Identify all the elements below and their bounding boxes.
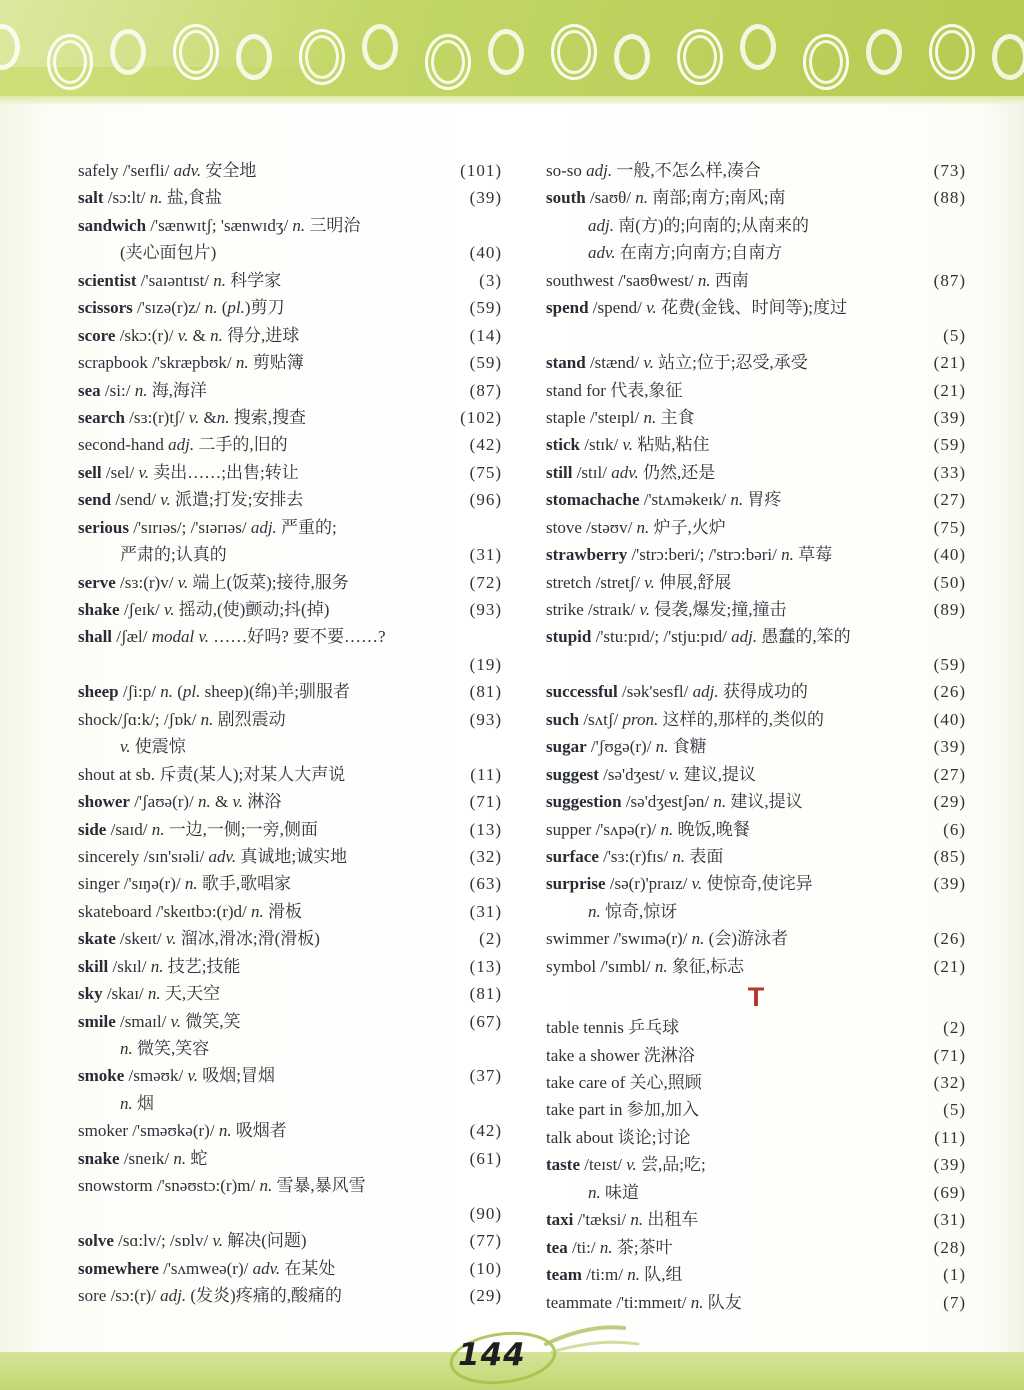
entry-text: stick /stɪk/ v. 粘贴,粘住 (546, 435, 710, 455)
entry-line (546, 898, 966, 925)
page-ref: (21) (933, 380, 966, 400)
page-ref: (40) (933, 709, 966, 729)
entry-text: n. 烟 (120, 1093, 154, 1113)
page-ref: (39) (933, 874, 966, 894)
page-ref: (90) (469, 1203, 502, 1223)
entry-text: adv. 在南方;向南方;自南方 (588, 243, 783, 263)
page-ref: (29) (469, 1285, 502, 1305)
entry-line (546, 788, 966, 815)
entry-line (546, 1261, 966, 1288)
entry-line (546, 1069, 966, 1096)
entry-text: shock/ʃɑ:k/; /ʃɒk/ n. 剧烈震动 (78, 709, 286, 729)
entry-text: second-hand adj. 二手的,旧的 (78, 435, 288, 455)
entry-text: sore /sɔ:(r)/ adj. (发炎)疼痛的,酸痛的 (78, 1285, 342, 1305)
entry-text: side /saɪd/ n. 一边,一侧;一旁,侧面 (78, 819, 318, 839)
page-ref: (81) (469, 984, 502, 1004)
entry-text: n. 味道 (588, 1182, 639, 1202)
page-ref: (63) (469, 874, 502, 894)
entry-line (546, 1124, 966, 1151)
circle-ornament (740, 24, 776, 70)
page-ref: (19) (469, 654, 502, 674)
entry-text: smoker /'sməʊkə(r)/ n. 吸烟者 (78, 1121, 287, 1141)
circle-ornament (929, 24, 975, 80)
page-ref: (33) (933, 462, 966, 482)
circle-ornament (173, 24, 219, 80)
entry-line (546, 239, 966, 266)
entry-line (78, 870, 502, 897)
entry-text: stand /stænd/ v. 站立;位于;忍受,承受 (546, 353, 808, 373)
entry-text: table tennis 乒乓球 (546, 1018, 680, 1038)
entry-text: take care of 关心,照顾 (546, 1073, 702, 1092)
page-ref: (89) (933, 600, 966, 619)
entry-text: skateboard /'skeɪtbɔ:(r)d/ n. 滑板 (78, 901, 303, 921)
entry-line (546, 294, 966, 321)
entry-text: so-so adj. 一般,不怎么样,凑合 (546, 161, 761, 180)
entry-text: strike /straɪk/ v. 侵袭,爆发;撞,撞击 (546, 600, 787, 619)
section-letter: T (747, 982, 765, 1013)
page-ref: (32) (933, 1073, 966, 1092)
entry-line (546, 678, 966, 705)
entry-text: salt /sɔ:lt/ n. 盐,食盐 (78, 188, 223, 208)
page-ref: (67) (469, 1011, 502, 1031)
entry-line (78, 596, 502, 623)
entry-line (546, 1289, 966, 1316)
entry-text: take part in 参加,加入 (546, 1100, 699, 1120)
page-ref: (3) (479, 270, 502, 290)
entry-line (78, 651, 502, 678)
page-ref: (5) (943, 325, 966, 345)
entry-text: skate /skeɪt/ v. 溜冰,滑冰;滑(滑板) (78, 929, 320, 949)
entry-line (546, 514, 966, 541)
circle-ornament (236, 34, 272, 80)
page-ref: (27) (933, 490, 966, 510)
entry-text: (夹心面包片) (120, 243, 217, 263)
entry-line (78, 733, 502, 760)
entry-line (78, 514, 502, 541)
entry-text: send /send/ v. 派遣;打发;安排去 (78, 490, 304, 510)
entry-text: tea /ti:/ n. 茶;茶叶 (546, 1237, 673, 1257)
entry-line (78, 212, 502, 239)
entry-text: sell /sel/ v. 卖出……;出售;转让 (78, 462, 299, 482)
page-ref: (2) (943, 1018, 966, 1038)
entry-line (546, 349, 966, 376)
entry-line (546, 1179, 966, 1206)
glossary-content (78, 157, 966, 1316)
page-ref: (59) (469, 298, 502, 318)
entry-text: swimmer /'swɪmə(r)/ n. (会)游泳者 (546, 929, 788, 949)
page-ref: (59) (933, 435, 966, 455)
entry-text: successful /sək'sesfl/ adj. 获得成功的 (546, 682, 808, 702)
glossary-column-right (546, 157, 966, 1316)
entry-text: teammate /'ti:mmeɪt/ n. 队友 (546, 1292, 742, 1312)
entry-line (546, 733, 966, 760)
entry-text: score /skɔ:(r)/ v. & n. 得分,进球 (78, 325, 300, 345)
entry-line (78, 816, 502, 843)
entry-line (546, 404, 966, 431)
circle-ornament (866, 29, 902, 75)
entry-line (78, 980, 502, 1007)
entry-text: shall /ʃæl/ modal v. ……好吗? 要不要……? (78, 627, 386, 647)
page-ref: (81) (469, 682, 502, 702)
circle-ornament (488, 29, 524, 75)
circle-ornament (47, 34, 93, 90)
page-ref: (72) (469, 572, 502, 592)
entry-line (78, 1200, 502, 1227)
entry-text: sugar /'ʃʊgə(r)/ n. 食糖 (546, 737, 707, 757)
page-ref: (7) (943, 1292, 966, 1312)
page-number: 144 (458, 1337, 526, 1373)
page-ref: (69) (933, 1182, 966, 1202)
entry-text: smoke /sməʊk/ v. 吸烟;冒烟 (78, 1066, 275, 1086)
entry-text: take a shower 洗淋浴 (546, 1045, 695, 1065)
entry-line (78, 678, 502, 705)
entry-text: suggest /sə'dʒest/ v. 建议,提议 (546, 764, 757, 784)
page-ref: (50) (933, 572, 966, 592)
page-ref: (77) (469, 1231, 502, 1251)
page-ref: (39) (933, 1155, 966, 1175)
entry-text: suggestion /sə'dʒestʃən/ n. 建议,提议 (546, 792, 803, 812)
entry-text: serve /sɜ:(r)v/ v. 端上(饭菜);接待,服务 (78, 572, 349, 592)
entry-text: southwest /'saʊθwest/ n. 西南 (546, 270, 749, 290)
entry-text: 严肃的;认真的 (120, 545, 227, 565)
entry-line (546, 816, 966, 843)
page-ref: (31) (469, 545, 502, 565)
page-ref: (42) (469, 435, 502, 455)
entry-line (78, 239, 502, 266)
page-ref: (26) (933, 682, 966, 702)
page-ref: (11) (934, 1127, 966, 1147)
entry-text: team /ti:m/ n. 队,组 (546, 1265, 683, 1285)
entry-line (78, 761, 502, 788)
entry-line (546, 1042, 966, 1069)
page-ref: (39) (469, 188, 502, 208)
entry-text: spend /spend/ v. 花费(金钱、时间等);度过 (546, 298, 847, 318)
entry-line (546, 596, 966, 623)
entry-line (78, 1255, 502, 1282)
entry-text: symbol /'sɪmbl/ n. 象征,标志 (546, 956, 745, 976)
page-ref: (13) (469, 819, 502, 839)
circle-ornament (425, 34, 471, 90)
entry-text: stomachache /'stʌməkeɪk/ n. 胃疼 (546, 490, 782, 510)
header-decoration-band (0, 0, 1024, 96)
entry-line (546, 706, 966, 733)
entry-text: still /stɪl/ adv. 仍然,还是 (546, 462, 716, 482)
entry-line (546, 431, 966, 458)
page-ref: (31) (469, 901, 502, 921)
entry-line (546, 623, 966, 650)
page-ref: (32) (469, 846, 502, 866)
entry-text: snowstorm /'snəʊstɔ:(r)m/ n. 雪暴,暴风雪 (78, 1176, 366, 1196)
entry-text: sky /skaɪ/ n. 天,天空 (78, 984, 221, 1004)
entry-line (546, 870, 966, 897)
entry-line (78, 1062, 502, 1089)
entry-text: snake /sneɪk/ n. 蛇 (78, 1148, 208, 1168)
page-ref: (1) (943, 1265, 966, 1285)
entry-line (78, 294, 502, 321)
page-ref: (42) (469, 1121, 502, 1141)
entry-line (78, 377, 502, 404)
page-ref: (73) (933, 161, 966, 180)
entry-line (546, 1151, 966, 1178)
entry-line (546, 569, 966, 596)
glossary-column-left (78, 157, 502, 1316)
circle-ornament (614, 34, 650, 80)
entry-line (78, 1090, 502, 1117)
entry-text: south /saʊθ/ n. 南部;南方;南风;南 (546, 188, 786, 208)
entry-line (78, 706, 502, 733)
entry-line (78, 1117, 502, 1144)
page-ref: (27) (933, 764, 966, 784)
entry-line (546, 761, 966, 788)
entry-line (78, 267, 502, 294)
entry-line (546, 843, 966, 870)
entry-text: skill /skɪl/ n. 技艺;技能 (78, 956, 241, 976)
page-ref: (75) (933, 517, 966, 537)
entry-text: stretch /stretʃ/ v. 伸展,舒展 (546, 572, 732, 592)
entry-line (78, 486, 502, 513)
entry-line (78, 541, 502, 568)
page-ref: (21) (933, 956, 966, 976)
entry-line (78, 1282, 502, 1309)
entry-line (78, 898, 502, 925)
entry-line (78, 1145, 502, 1172)
page-ref: (101) (460, 161, 502, 180)
entry-text: sea /si:/ n. 海,海洋 (78, 380, 207, 400)
page-ref: (29) (933, 792, 966, 812)
entry-line (546, 953, 966, 980)
entry-line (78, 1172, 502, 1199)
entry-text: sincerely /sɪn'sɪəli/ adv. 真诚地;诚实地 (78, 846, 348, 866)
band-bottom-edge (0, 96, 1024, 105)
entry-line (78, 1008, 502, 1035)
page-ref: (14) (469, 325, 502, 345)
entry-text: safely /'seɪfli/ adv. 安全地 (78, 161, 257, 180)
page-ref: (102) (460, 407, 502, 427)
entry-text: staple /'steɪpl/ n. 主食 (546, 407, 695, 427)
page-ref: (40) (933, 545, 966, 565)
entry-line (546, 267, 966, 294)
page-ref: (6) (943, 819, 966, 839)
page-ref: (5) (943, 1100, 966, 1120)
entry-line (78, 788, 502, 815)
entry-text: supper /'sʌpə(r)/ n. 晚饭,晚餐 (546, 819, 750, 839)
entry-text: shout at sb. 斥责(某人);对某人大声说 (78, 764, 346, 784)
entry-line (78, 623, 502, 650)
page-ref: (75) (469, 462, 502, 482)
page-ref: (31) (933, 1210, 966, 1230)
entry-line (546, 541, 966, 568)
page-ref: (10) (469, 1258, 502, 1278)
entry-text: surprise /sə(r)'praɪz/ v. 使惊奇,使诧异 (546, 874, 813, 894)
entry-line (546, 1234, 966, 1261)
entry-text: smile /smaɪl/ v. 微笑,笑 (78, 1011, 241, 1031)
page-ref: (71) (469, 792, 502, 812)
page-ref: (85) (933, 846, 966, 866)
entry-line (78, 404, 502, 431)
page-ref: (21) (933, 353, 966, 373)
circle-ornament (362, 24, 398, 70)
entry-text: somewhere /'sʌmweə(r)/ adv. 在某处 (78, 1258, 336, 1278)
circle-ornament (803, 34, 849, 90)
entry-line (546, 212, 966, 239)
entry-text: shake /ʃeɪk/ v. 摇动,(使)颤动;抖(掉) (78, 600, 330, 619)
entry-line (546, 1096, 966, 1123)
circle-ornament (551, 24, 597, 80)
circle-ornament (110, 29, 146, 75)
page-ref: (59) (933, 654, 966, 674)
entry-line (78, 569, 502, 596)
page-ref: (96) (469, 490, 502, 510)
entry-line (78, 431, 502, 458)
entry-line (78, 953, 502, 980)
circle-ornament (299, 29, 345, 85)
entry-text: surface /'sɜ:(r)fɪs/ n. 表面 (546, 846, 724, 866)
entry-line (546, 486, 966, 513)
entry-line (546, 925, 966, 952)
entry-line (78, 157, 502, 184)
page-ref: (28) (933, 1237, 966, 1257)
entry-text: search /sɜ:(r)tʃ/ v. &n. 搜索,搜查 (78, 407, 306, 427)
entry-text: v. 使震惊 (120, 737, 186, 757)
entry-text: serious /'sɪrɪəs/; /'sɪərɪəs/ adj. 严重的; (78, 517, 337, 537)
page-ref: (71) (933, 1045, 966, 1065)
entry-text: shower /'ʃaʊə(r)/ n. & v. 淋浴 (78, 792, 282, 812)
entry-line (546, 459, 966, 486)
entry-text: solve /sɑ:lv/; /sɒlv/ v. 解决(问题) (78, 1231, 307, 1251)
entry-text: n. 微笑,笑容 (120, 1039, 210, 1058)
entry-line (78, 1227, 502, 1254)
entry-text: such /sʌtʃ/ pron. 这样的,那样的,类似的 (546, 709, 825, 729)
page-ref: (59) (469, 353, 502, 373)
page-ref: (39) (933, 407, 966, 427)
page-ref: (88) (933, 188, 966, 208)
entry-text: adj. 南(方)的;向南的;从南来的 (588, 215, 810, 235)
entry-text: taxi /'tæksi/ n. 出租车 (546, 1210, 699, 1230)
circle-ornament (677, 29, 723, 85)
page-ref: (26) (933, 929, 966, 949)
entry-text: scrapbook /'skræpbʊk/ n. 剪贴簿 (78, 353, 304, 373)
entry-text: scissors /'sɪzə(r)z/ n. (pl.)剪刀 (78, 298, 285, 318)
entry-line (546, 322, 966, 349)
entry-text: scientist /'saɪəntɪst/ n. 科学家 (78, 270, 282, 290)
entry-text: singer /'sɪŋə(r)/ n. 歌手,歌唱家 (78, 874, 292, 894)
page-ref: (93) (469, 600, 502, 619)
circle-ornament (992, 34, 1024, 80)
entry-line (546, 184, 966, 211)
page-ref: (37) (469, 1066, 502, 1086)
entry-text: stupid /'stu:pɪd/; /'stju:pɪd/ adj. 愚蠢的,笨的 (546, 627, 851, 647)
page-ref: (40) (469, 243, 502, 263)
entry-text: stand for 代表,象征 (546, 380, 683, 400)
entry-line (78, 459, 502, 486)
entry-text: n. 惊奇,惊讶 (588, 901, 678, 921)
entry-line (78, 322, 502, 349)
entry-line (546, 1014, 966, 1041)
page-ref: (61) (469, 1148, 502, 1168)
entry-text: taste /teɪst/ v. 尝,品;吃; (546, 1155, 706, 1175)
entry-line (78, 184, 502, 211)
entry-text: talk about 谈论;讨论 (546, 1127, 691, 1147)
page-ref: (39) (933, 737, 966, 757)
page-ref: (93) (469, 709, 502, 729)
entry-line (546, 377, 966, 404)
entry-text: stove /stəʊv/ n. 炉子,火炉 (546, 517, 726, 537)
page-ref: (2) (479, 929, 502, 949)
entry-text: sheep /ʃi:p/ n. (pl. sheep)(绵)羊;驯服者 (78, 682, 351, 702)
page-ref: (87) (933, 270, 966, 290)
entry-text: strawberry /'strɔ:beri/; /'strɔ:bəri/ n. 草莓 (546, 545, 833, 565)
entry-line (78, 843, 502, 870)
page-ref: (87) (469, 380, 502, 400)
page-ref: (13) (469, 956, 502, 976)
page-ref: (11) (470, 764, 502, 784)
entry-line (78, 349, 502, 376)
entry-line (546, 651, 966, 678)
entry-line (546, 157, 966, 184)
entry-line (78, 925, 502, 952)
entry-line (78, 1035, 502, 1062)
entry-text: sandwich /'sænwɪtʃ; 'sænwɪdʒ/ n. 三明治 (78, 215, 361, 235)
entry-line (546, 1206, 966, 1233)
